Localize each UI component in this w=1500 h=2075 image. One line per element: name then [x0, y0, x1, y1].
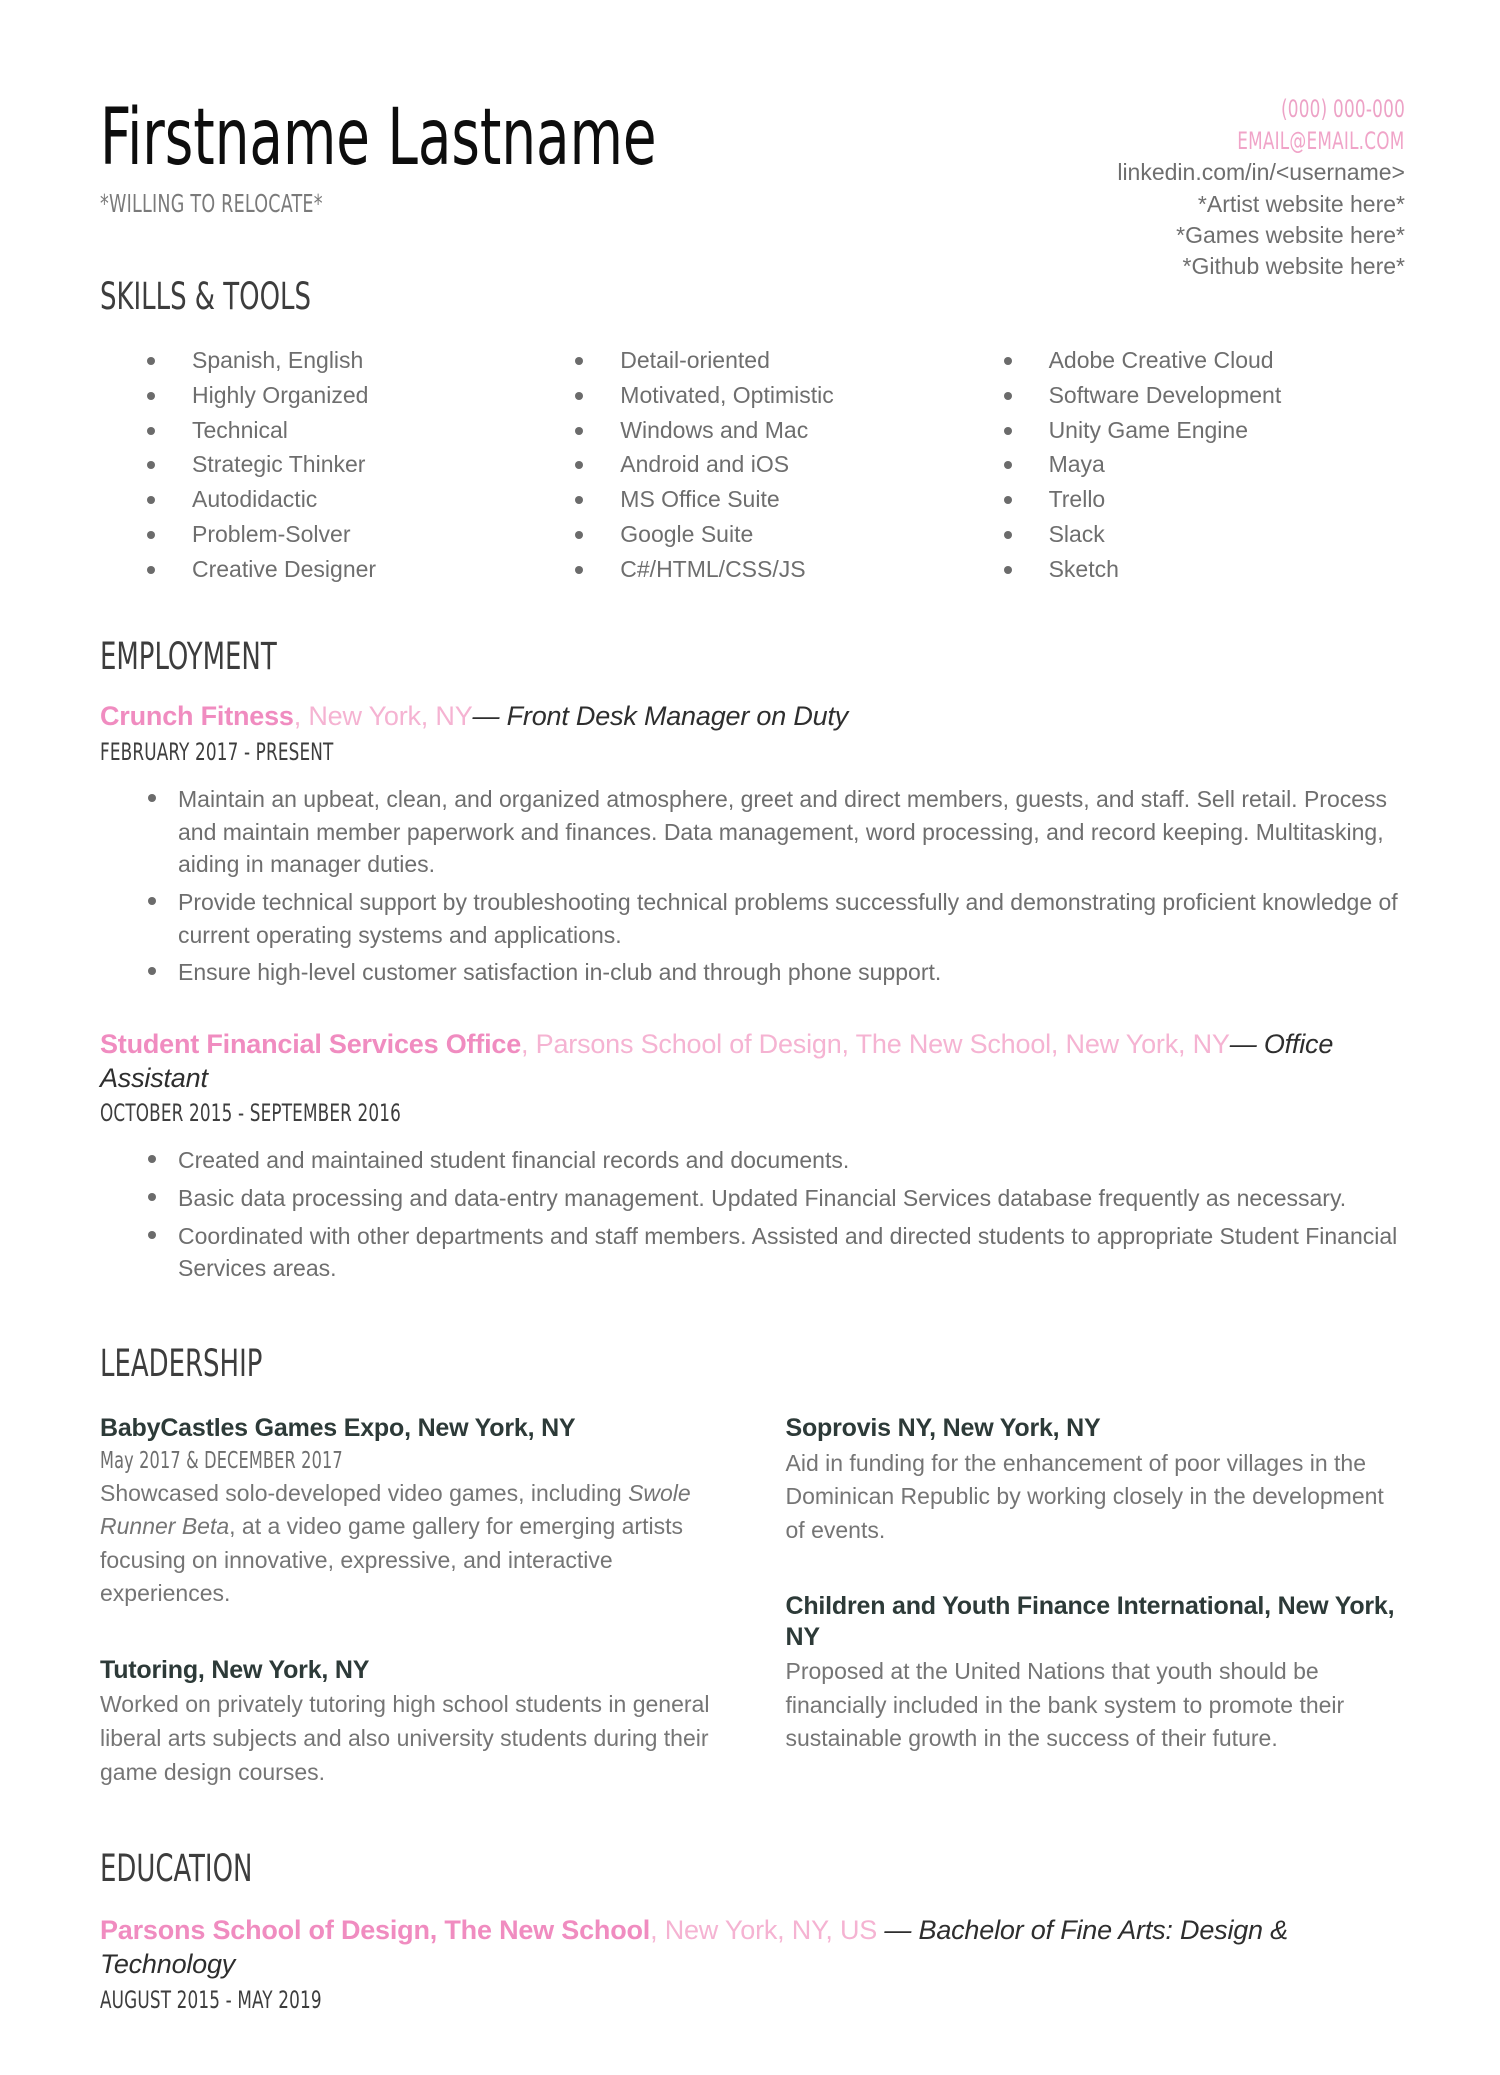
leadership-description: Showcased solo-developed video games, including Swole Runner Beta, at a video game gallery for emerging artists focusing on innovative, expressive, and interactive experiences. — [100, 1479, 691, 1607]
section-title-skills: SKILLS & TOOLS — [100, 275, 311, 318]
employer-location: , New York, NY — [293, 701, 473, 732]
list-item: Provide technical support by troubleshooting technical problems successfully and demonstrating proficient knowledge of current operating systems and applications. — [120, 886, 1405, 956]
leadership-game-title: Swole Runner Beta — [100, 1479, 691, 1540]
list-item: Adobe Creative Cloud — [977, 348, 1405, 383]
list-item: Android and iOS — [548, 452, 976, 487]
leadership-description: Worked on privately tutoring high school students in general liberal arts subjects and also university students during their game design courses. — [100, 1691, 710, 1785]
artist-website-link[interactable]: *Artist website here* — [1197, 190, 1405, 217]
leadership-name: Children and Youth Finance International, New York, NY — [785, 1592, 1395, 1651]
games-website-link[interactable]: *Games website here* — [1176, 221, 1405, 248]
skills-column-3 — [977, 348, 1405, 591]
leadership-grid — [100, 1413, 1405, 1789]
list-item: Maya — [977, 452, 1405, 487]
leadership-name: BabyCastles Games Expo, New York, NY — [100, 1414, 576, 1443]
list-item: MS Office Suite — [548, 487, 976, 522]
leadership-entry — [786, 1591, 1406, 1756]
leadership-date: May 2017 & DECEMBER 2017 — [100, 1447, 343, 1474]
github-website-link[interactable]: *Github website here* — [1182, 253, 1405, 280]
list-item: Autodidactic — [120, 487, 548, 522]
section-title-leadership: LEADERSHIP — [100, 1342, 263, 1386]
list-item: Spanish, English — [120, 348, 548, 383]
list-item: Highly Organized — [120, 383, 548, 418]
list-item: Windows and Mac — [548, 418, 976, 453]
leadership-description: Proposed at the United Nations that youth should be financially included in the bank system to promote their sustainable growth in the success of their future. — [785, 1658, 1345, 1752]
skills-grid — [100, 348, 1405, 591]
section-title-education: EDUCATION — [100, 1847, 253, 1891]
school-name: Parsons School of Design, The New School — [100, 1915, 651, 1946]
list-item: Unity Game Engine — [977, 418, 1405, 453]
list-item: Google Suite — [548, 522, 976, 557]
phone-number[interactable]: (000) 000-000 — [1280, 95, 1405, 123]
list-item: C#/HTML/CSS/JS — [548, 557, 976, 592]
leadership-entry — [100, 1413, 720, 1611]
leadership-description: Aid in funding for the enhancement of poor villages in the Dominican Republic by working closely in the development of events. — [785, 1449, 1384, 1543]
degree-name: — Bachelor of Fine Arts: Design & Technology — [100, 1915, 1288, 1979]
leadership-name: Tutoring, New York, NY — [100, 1655, 370, 1684]
employment-dates: FEBRUARY 2017 - PRESENT — [100, 738, 334, 766]
employment-entry — [100, 1028, 1405, 1290]
list-item: Sketch — [977, 557, 1405, 592]
resume-header — [100, 93, 1405, 280]
list-item: Coordinated with other departments and staff members. Assisted and directed students to appropriate Student Financial Services areas. — [120, 1220, 1405, 1290]
section-title-employment: EMPLOYMENT — [100, 635, 277, 679]
job-title: — Front Desk Manager on Duty — [472, 701, 849, 732]
linkedin-link[interactable]: linkedin.com/in/<username> — [1117, 159, 1405, 186]
relocation-note: *WILLING TO RELOCATE* — [100, 189, 323, 219]
list-item: Basic data processing and data-entry management. Updated Financial Services database frequently as necessary. — [120, 1182, 1405, 1220]
leadership-entry — [786, 1413, 1406, 1547]
list-item: Maintain an upbeat, clean, and organized atmosphere, greet and direct members, guests, and staff. Sell retail. Process and maintain member paperwork and finances. Data management, word processing, and record keeping. Multitasking, aiding in manager duties. — [120, 783, 1405, 886]
employer-name: Student Financial Services Office — [100, 1028, 522, 1059]
skills-column-2 — [548, 348, 976, 591]
leadership-column-left — [100, 1413, 720, 1789]
list-item: Problem-Solver — [120, 522, 548, 557]
list-item: Motivated, Optimistic — [548, 383, 976, 418]
list-item: Strategic Thinker — [120, 452, 548, 487]
employer-location: , Parsons School of Design, The New School, New York, NY — [521, 1028, 1230, 1059]
contact-block — [1117, 94, 1405, 282]
employment-dates: OCTOBER 2015 - SEPTEMBER 2016 — [100, 1099, 401, 1128]
email-address[interactable]: EMAIL@EMAIL.COM — [1237, 126, 1405, 155]
education-heading — [100, 1914, 1405, 1982]
list-item: Trello — [977, 487, 1405, 522]
list-item: Ensure high-level customer satisfaction in-club and through phone support. — [120, 956, 1405, 994]
list-item: Slack — [977, 522, 1405, 557]
education-entry — [100, 1914, 1405, 2015]
leadership-entry — [100, 1655, 720, 1789]
employment-entry — [100, 700, 1405, 994]
list-item: Created and maintained student financial records and documents. — [120, 1144, 1405, 1182]
school-location: , New York, NY, US — [650, 1915, 878, 1946]
employer-name: Crunch Fitness — [100, 701, 294, 732]
employment-heading — [100, 700, 1405, 734]
leadership-name: Soprovis NY, New York, NY — [785, 1414, 1101, 1443]
list-item: Detail-oriented — [548, 348, 976, 383]
education-dates: AUGUST 2015 - MAY 2019 — [100, 1985, 322, 2014]
list-item: Software Development — [977, 383, 1405, 418]
job-title: — Office Assistant — [100, 1028, 1334, 1093]
list-item: Creative Designer — [120, 557, 548, 592]
leadership-column-right — [786, 1413, 1406, 1789]
skills-column-1 — [120, 348, 548, 591]
employment-heading — [100, 1028, 1405, 1096]
list-item: Technical — [120, 418, 548, 453]
name-block — [100, 93, 909, 219]
candidate-name: Firstname Lastname — [100, 93, 657, 183]
